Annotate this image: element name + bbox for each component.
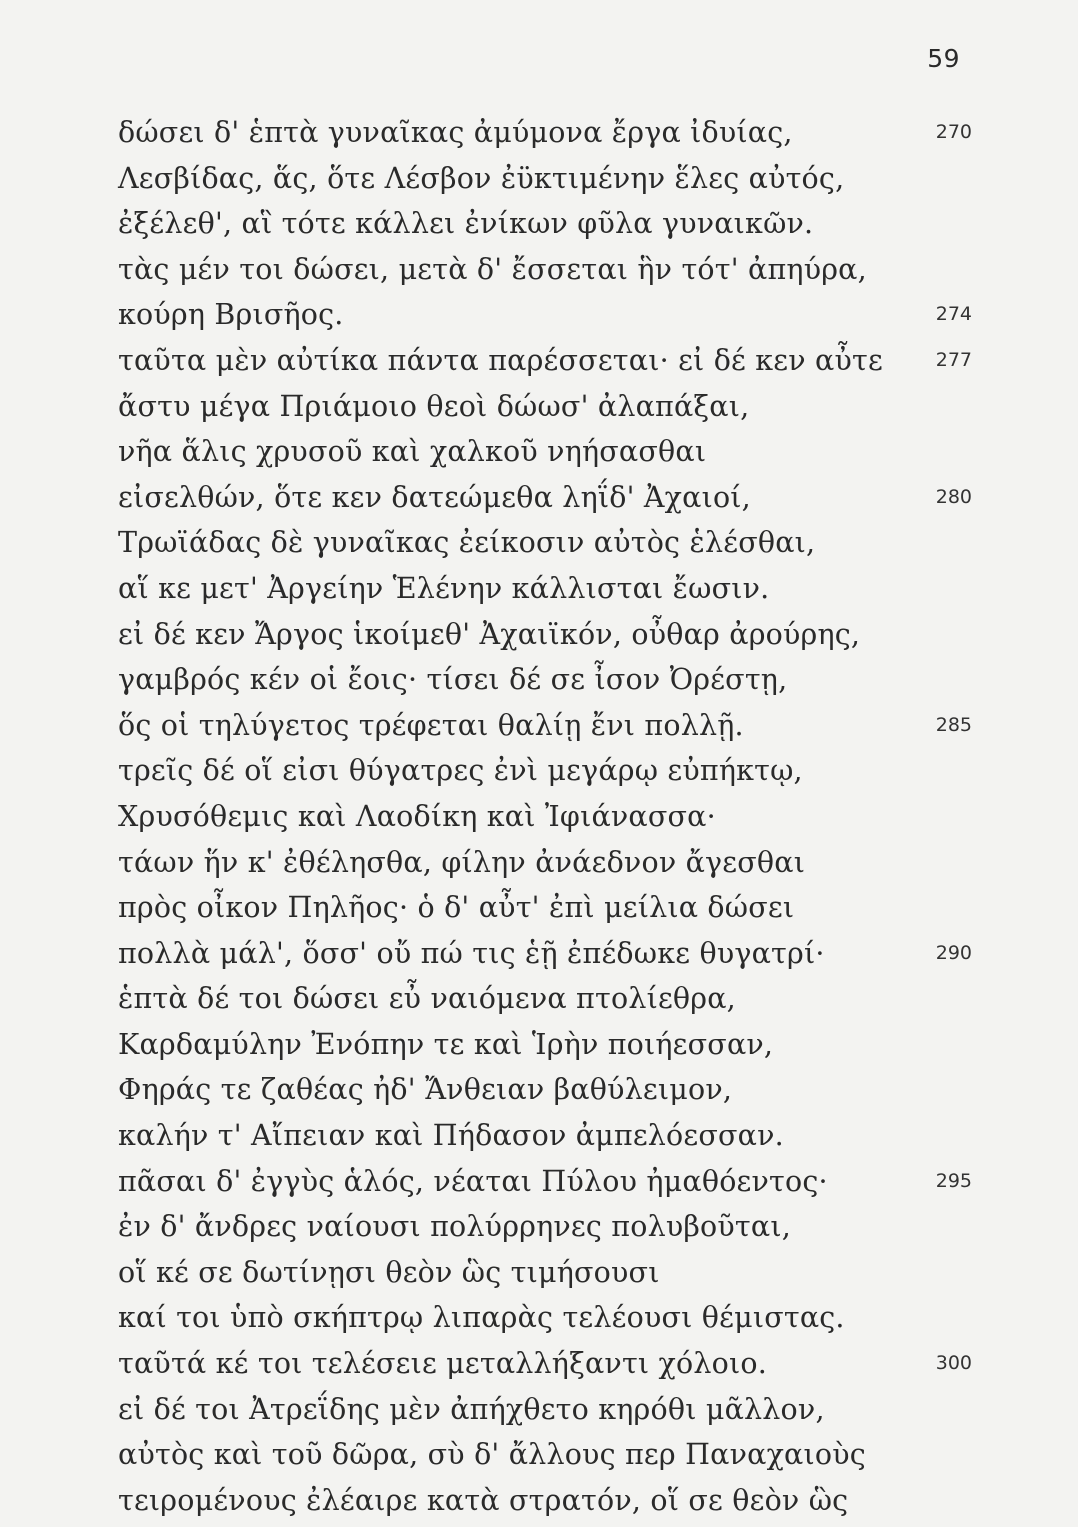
verse-line xyxy=(118,748,968,794)
verse-text: εἰ δέ τοι Ἀτρεΐδης μὲν ἀπήχθετο κηρόθι μᾶλλον, xyxy=(118,1392,825,1426)
verse-text: τὰς μέν τοι δώσει, μετὰ δ' ἔσσεται ἣν τότ' ἀπηύρα, xyxy=(118,252,867,286)
verse-text: ἄστυ μέγα Πριάμοιο θεοὶ δώωσ' ἀλαπάξαι, xyxy=(118,389,750,423)
verse-text: Φηράς τε ζαθέας ἠδ' Ἄνθειαν βαθύλειμον, xyxy=(118,1073,733,1107)
verse-text: καί τοι ὑπὸ σκήπτρῳ λιπαρὰς τελέουσι θέμιστας. xyxy=(118,1301,845,1335)
verse-text: γαμβρός κέν οἱ ἔοις· τίσει δέ σε ἶσον Ὀρέστῃ, xyxy=(118,663,788,697)
verse-line xyxy=(118,885,968,931)
verse-line xyxy=(118,429,968,475)
verse-text: καλήν τ' Αἴπειαν καὶ Πήδασον ἀμπελόεσσαν. xyxy=(118,1119,784,1153)
verse-line xyxy=(118,520,968,566)
verse-line xyxy=(118,840,968,886)
line-number: 280 xyxy=(935,485,972,508)
verse-line xyxy=(118,976,968,1022)
verse-text: πολλὰ μάλ', ὅσσ' οὔ πώ τις ἑῇ ἐπέδωκε θυγατρί· xyxy=(118,936,825,970)
verse-text: Τρωϊάδας δὲ γυναῖκας ἐείκοσιν αὐτὸς ἑλέσθαι, xyxy=(118,526,816,560)
line-number: 277 xyxy=(935,348,972,371)
verse-line xyxy=(118,247,968,293)
verse-line xyxy=(118,1341,972,1387)
line-number: 274 xyxy=(935,303,972,326)
verse-line xyxy=(118,1250,968,1296)
verse-line xyxy=(118,1022,968,1068)
verse-text: Χρυσόθεμις καὶ Λαοδίκη καὶ Ἰφιάνασσα· xyxy=(118,799,716,833)
verse-text: νῆα ἅλις χρυσοῦ καὶ χαλκοῦ νηήσασθαι xyxy=(118,435,707,469)
line-number: 300 xyxy=(935,1352,972,1375)
verse-line xyxy=(118,475,972,521)
verse-text: τρεῖς δέ οἵ εἰσι θύγατρες ἐνὶ μεγάρῳ εὐπήκτῳ, xyxy=(118,754,803,788)
verse-line xyxy=(118,612,968,658)
verse-text: ἑπτὰ δέ τοι δώσει εὖ ναιόμενα πτολίεθρα, xyxy=(118,982,736,1016)
line-number: 290 xyxy=(935,941,972,964)
verse-text: εἰ δέ κεν Ἄργος ἱκοίμεθ' Ἀχαιϊκόν, οὖθαρ ἀρούρης, xyxy=(118,617,861,651)
verse-line xyxy=(118,292,972,338)
line-number: 270 xyxy=(935,121,972,143)
verse-line xyxy=(118,1387,968,1433)
verse-line xyxy=(118,703,972,749)
verse-line xyxy=(118,1295,968,1341)
verse-line xyxy=(118,338,972,384)
verse-line xyxy=(118,201,968,247)
line-number: 295 xyxy=(935,1169,972,1192)
verse-line xyxy=(118,384,968,430)
verse-text: οἵ κέ σε δωτίνῃσι θεὸν ὣς τιμήσουσι xyxy=(118,1255,660,1289)
verse-line xyxy=(118,657,968,703)
page-number: 59 xyxy=(927,44,960,73)
verse-text: τάων ἥν κ' ἐθέλησθα, φίλην ἀνάεδνον ἄγεσθαι xyxy=(118,845,806,879)
line-number: 285 xyxy=(935,713,972,736)
verse-text: ταῦτά κέ τοι τελέσειε μεταλλήξαντι χόλοιο. xyxy=(118,1347,767,1381)
verse-text: ἐν δ' ἄνδρες ναίουσι πολύρρηνες πολυβοῦται, xyxy=(118,1210,791,1244)
verse-text: ταῦτα μὲν αὐτίκα πάντα παρέσσεται· εἰ δέ κεν αὖτε xyxy=(118,343,883,377)
verse-text: πᾶσαι δ' ἐγγὺς ἁλός, νέαται Πύλου ἠμαθόεντος· xyxy=(118,1164,828,1198)
verse-text: πρὸς οἶκον Πηλῆος· ὁ δ' αὖτ' ἐπὶ μείλια δώσει xyxy=(118,891,795,925)
verse-line xyxy=(118,931,972,977)
verse-line xyxy=(118,1432,968,1478)
verse-text: τειρομένους ἐλέαιρε κατὰ στρατόν, οἵ σε θεὸν ὣς xyxy=(118,1483,849,1517)
verse-line xyxy=(118,156,968,202)
verse-text: εἰσελθών, ὅτε κεν δατεώμεθα ληΐδ' Ἀχαιοί, xyxy=(118,480,751,514)
verse-text: κούρη Βρισῆος. xyxy=(118,298,344,332)
verse-text: αὐτὸς καὶ τοῦ δῶρα, σὺ δ' ἄλλους περ Παναχαιοὺς xyxy=(118,1438,866,1472)
verse-text: Λεσβίδας, ἅς, ὅτε Λέσβον ἐϋκτιμένην ἕλες αὐτός, xyxy=(118,161,845,195)
verse-list xyxy=(118,110,972,1523)
verse-line xyxy=(118,1113,968,1159)
verse-text: ἐξέλεθ', αἳ τότε κάλλει ἐνίκων φῦλα γυναικῶν. xyxy=(118,207,814,241)
verse-line xyxy=(118,1067,968,1113)
verse-line xyxy=(118,1159,972,1205)
verse-line xyxy=(118,566,968,612)
verse-line xyxy=(118,110,972,156)
verse-line xyxy=(118,1478,968,1524)
verse-text: ὅς οἱ τηλύγετος τρέφεται θαλίῃ ἔνι πολλῇ. xyxy=(118,708,744,742)
verse-line xyxy=(118,1204,968,1250)
verse-text: Καρδαμύλην Ἐνόπην τε καὶ Ἱρὴν ποιήεσσαν, xyxy=(118,1027,774,1061)
verse-text: αἵ κε μετ' Ἀργείην Ἑλένην κάλλισται ἔωσιν. xyxy=(118,571,770,605)
verse-line xyxy=(118,794,968,840)
verse-text: δώσει δ' ἑπτὰ γυναῖκας ἀμύμονα ἔργα ἰδυίας, xyxy=(118,116,793,149)
